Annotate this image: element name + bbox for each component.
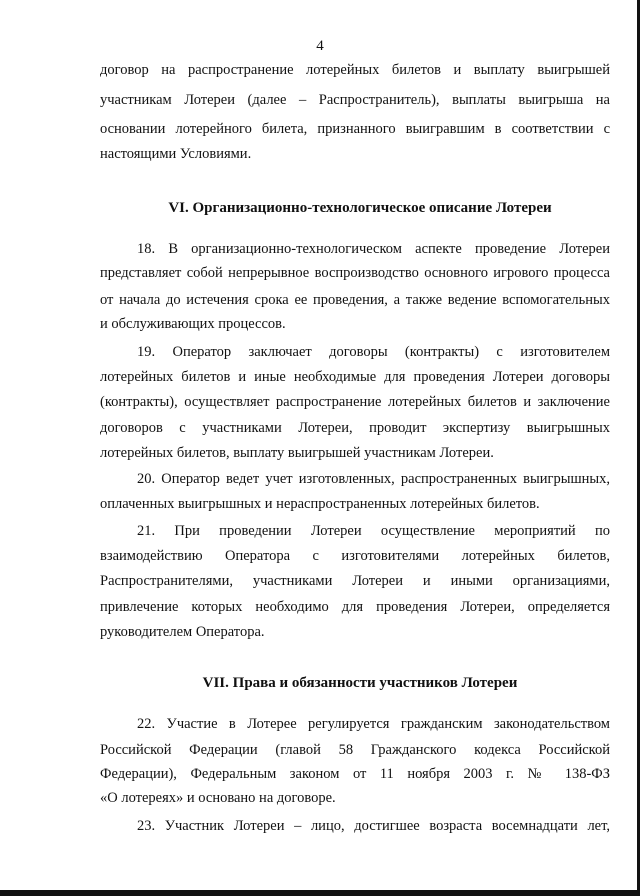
text-line: участникам Лотереи (далее – Распространитель), выплаты выигрыша на xyxy=(100,92,610,108)
text-line: основании лотерейного билета, признанного выигравшим в соответствии с xyxy=(100,121,610,137)
text-line: (контракты), осуществляет распространение лотерейных билетов и заключение xyxy=(100,394,610,410)
text-line: «О лотереях» и основано на договоре. xyxy=(100,790,336,806)
text-line: 22. Участие в Лотерее регулируется гражданским законодательством xyxy=(137,716,610,732)
text-line: взаимодействию Оператора с изготовителями лотерейных билетов, xyxy=(100,548,610,564)
text-line: 19. Оператор заключает договоры (контракты) с изготовителем xyxy=(137,344,610,360)
text-line: 18. В организационно-технологическом аспекте проведение Лотереи xyxy=(137,241,610,257)
text-line: 21. При проведении Лотереи осуществление мероприятий по xyxy=(137,523,610,539)
text-line: от начала до истечения срока ее проведения, а также ведение вспомогательных xyxy=(100,292,610,308)
text-line: Федерации), Федеральным законом от 11 ноября 2003 г. № 138-ФЗ xyxy=(100,766,610,782)
text-line: и обслуживающих процессов. xyxy=(100,316,286,332)
text-line: лотерейных билетов и иные необходимые для проведения Лотереи договоры xyxy=(100,369,610,385)
text-line: Российской Федерации (главой 58 Гражданского кодекса Российской xyxy=(100,742,610,758)
text-line: 20. Оператор ведет учет изготовленных, распространенных выигрышных, xyxy=(137,471,610,487)
section-heading: VII. Права и обязанности участников Лотереи xyxy=(202,675,518,691)
text-line: руководителем Оператора. xyxy=(100,624,265,640)
text-line: договоров с участниками Лотереи, проводит экспертизу выигрышных xyxy=(100,420,610,436)
scan-edge-bottom xyxy=(0,890,640,896)
text-line: лотерейных билетов, выплату выигрышей участникам Лотереи. xyxy=(100,445,494,461)
text-line: настоящими Условиями. xyxy=(100,146,252,162)
text-line: оплаченных выигрышных и нераспространенных лотерейных билетов. xyxy=(100,496,540,512)
text-line: привлечение которых необходимо для проведения Лотереи, определяется xyxy=(100,599,610,615)
text-line: Распространителями, участниками Лотереи и иными организациями, xyxy=(100,573,610,589)
text-line: договор на распространение лотерейных билетов и выплату выигрышей xyxy=(100,62,610,78)
section-heading: VI. Организационно-технологическое описание Лотереи xyxy=(168,200,552,216)
text-line: 23. Участник Лотереи – лицо, достигшее возраста восемнадцати лет, xyxy=(137,818,610,834)
text-line: представляет собой непрерывное воспроизводство основного игрового процесса xyxy=(100,265,610,281)
page-number: 4 xyxy=(316,38,324,54)
